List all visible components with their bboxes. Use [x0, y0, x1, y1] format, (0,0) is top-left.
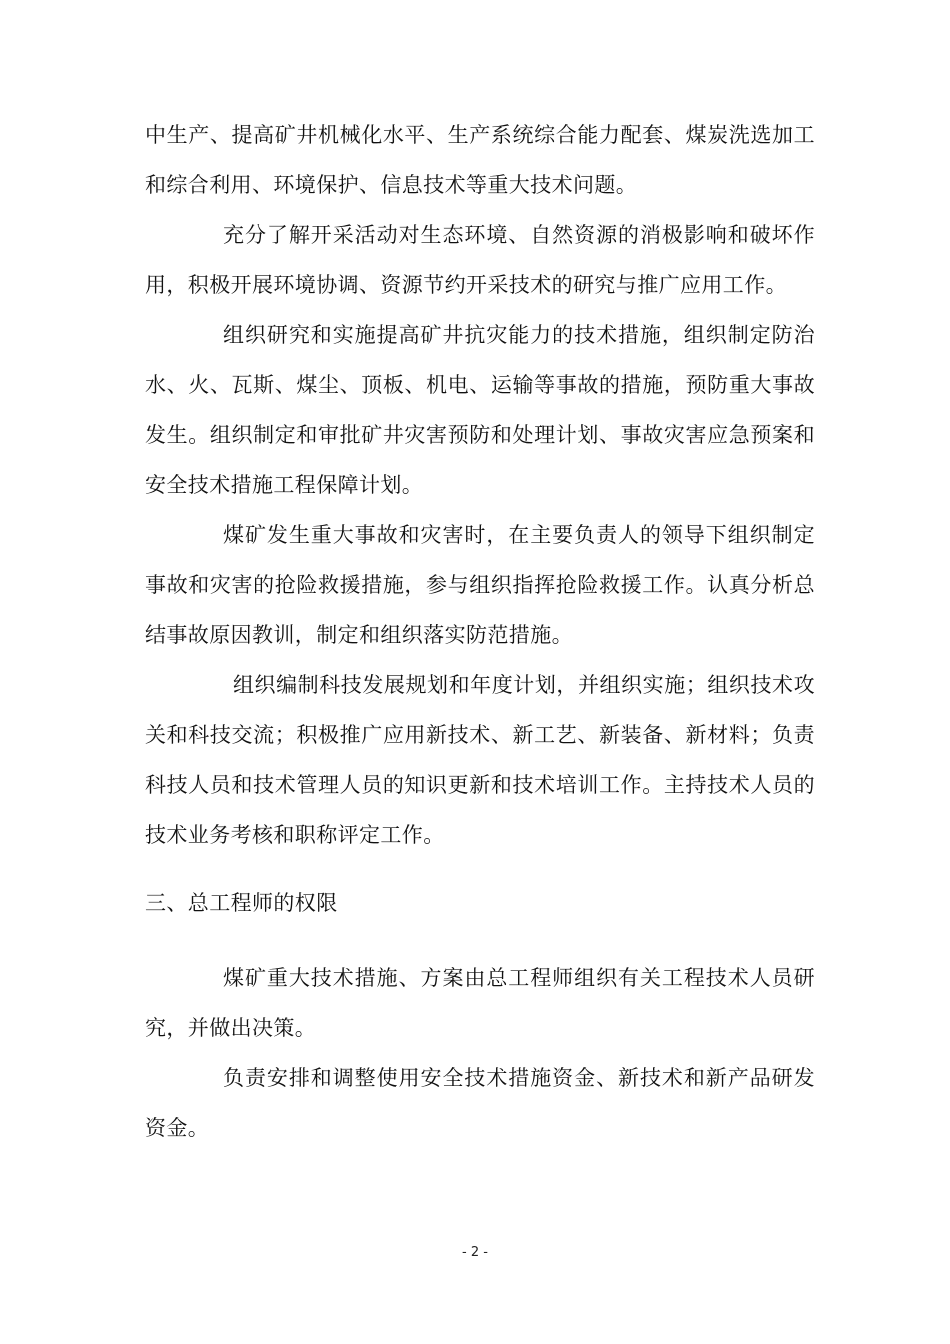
paragraph-ecology: 充分了解开采活动对生态环境、自然资源的消极影响和破坏作用，积极开展环境协调、资源节约开采技术的研究与推广应用工作。: [145, 223, 815, 297]
paragraph-decision-authority: 煤矿重大技术措施、方案由总工程师组织有关工程技术人员研究，并做出决策。: [145, 966, 815, 1040]
page-number: - 2 -: [462, 1245, 488, 1260]
paragraph-disaster-prevention: 组织研究和实施提高矿井抗灾能力的技术措施，组织制定防治水、火、瓦斯、煤尘、顶板、机电、运输等事故的措施，预防重大事故发生。组织制定和审批矿井灾害预防和处理计划、事故灾害应急预案和安全技术措施工程保障计划。: [145, 323, 815, 497]
section-heading: 三、总工程师的权限: [145, 891, 338, 915]
paragraph-continued: 中生产、提高矿井机械化水平、生产系统综合能力配套、煤炭洗选加工和综合利用、环境保护、信息技术等重大技术问题。: [145, 123, 815, 197]
paragraph-emergency-rescue: 煤矿发生重大事故和灾害时，在主要负责人的领导下组织制定事故和灾害的抢险救援措施，参与组织指挥抢险救援工作。认真分析总结事故原因教训，制定和组织落实防范措施。: [145, 523, 815, 647]
paragraph-funding-authority: 负责安排和调整使用安全技术措施资金、新技术和新产品研发资金。: [145, 1066, 815, 1140]
paragraph-technology-planning: 组织编制科技发展规划和年度计划，并组织实施；组织技术攻关和科技交流；积极推广应用新技术、新工艺、新装备、新材料；负责科技人员和技术管理人员的知识更新和技术培训工作。主持技术人员的技术业务考核和职称评定工作。: [145, 673, 815, 847]
